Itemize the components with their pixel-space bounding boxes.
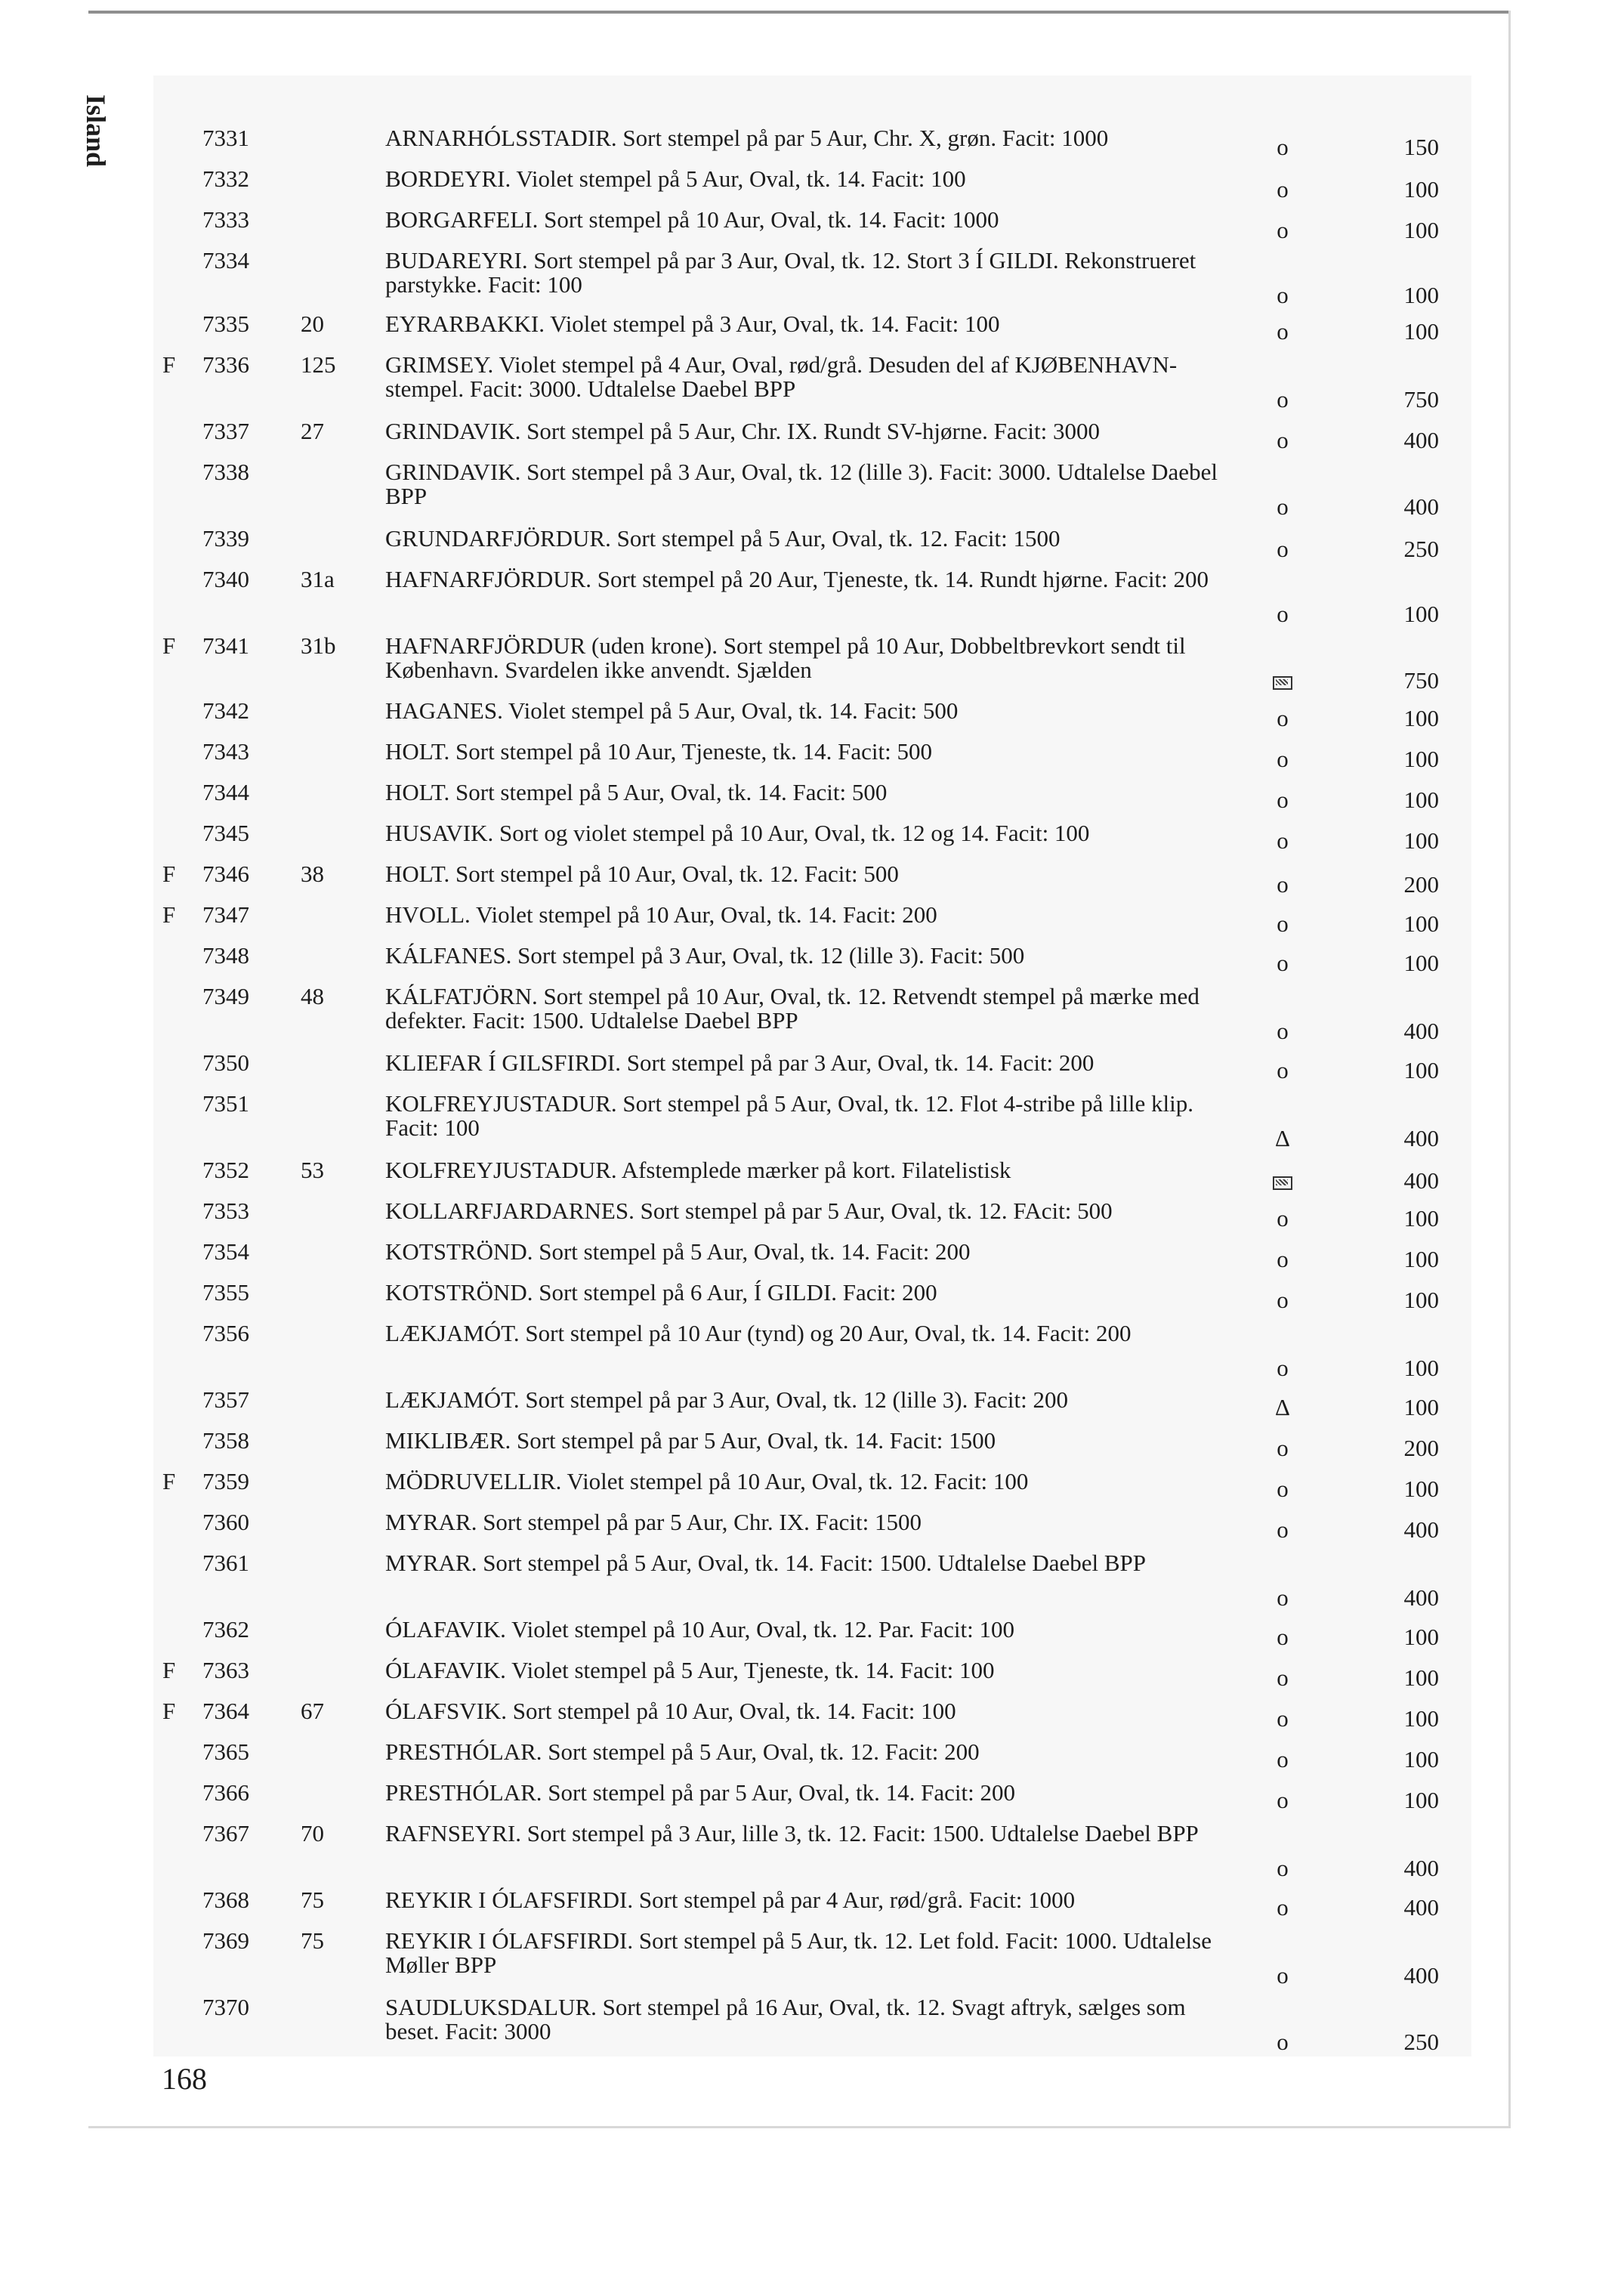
- lot-price: 100: [1403, 1705, 1439, 1732]
- lot-description: HOLT. Sort stempel på 10 Aur, Oval, tk. 12. Facit: 500: [385, 861, 899, 887]
- reference-number: 67: [301, 1698, 324, 1724]
- condition-mark: o: [1277, 601, 1289, 627]
- lot-price: 100: [1403, 1746, 1439, 1772]
- lot-number: 7354: [202, 1238, 249, 1265]
- lot-price: 100: [1403, 1664, 1439, 1691]
- reference-number: 48: [301, 983, 324, 1009]
- foto-mark: F: [162, 1698, 176, 1724]
- lot-price: 400: [1403, 1855, 1439, 1881]
- condition-mark: o: [1277, 1705, 1289, 1732]
- lot-number: 7345: [202, 820, 249, 846]
- condition-mark: o: [1277, 493, 1289, 520]
- lot-price: 150: [1403, 134, 1439, 160]
- foto-mark: F: [162, 1468, 176, 1494]
- lot-price: 750: [1403, 386, 1439, 413]
- condition-mark: o: [1277, 1246, 1289, 1272]
- reference-number: 27: [301, 418, 324, 444]
- lot-description: KOLFREYJUSTADUR. Sort stempel på 5 Aur, Oval, tk. 12. Flot 4-stribe på lille klip. Facit: 100: [385, 1090, 1194, 1141]
- lot-description: HVOLL. Violet stempel på 10 Aur, Oval, tk. 14. Facit: 200: [385, 901, 937, 928]
- condition-mark: o: [1277, 1516, 1289, 1543]
- lot-number: 7365: [202, 1738, 249, 1765]
- lot-number: 7341: [202, 632, 249, 659]
- lot-description: BUDAREYRI. Sort stempel på par 3 Aur, Oval, tk. 12. Stort 3 Í GILDI. Rekonstrueret parstykke. Facit: 100: [385, 247, 1196, 298]
- lot-description: MYRAR. Sort stempel på par 5 Aur, Chr. IX. Facit: 1500: [385, 1509, 922, 1535]
- lot-price: 100: [1403, 318, 1439, 345]
- reference-number: 31b: [301, 632, 336, 659]
- lot-price: 100: [1403, 1476, 1439, 1502]
- condition-mark: o: [1277, 827, 1289, 854]
- lot-description: MÖDRUVELLIR. Violet stempel på 10 Aur, Oval, tk. 12. Facit: 100: [385, 1468, 1029, 1494]
- condition-mark: o: [1277, 1476, 1289, 1502]
- lot-description: BORDEYRI. Violet stempel på 5 Aur, Oval, tk. 14. Facit: 100: [385, 165, 966, 192]
- lot-description: HAGANES. Violet stempel på 5 Aur, Oval, tk. 14. Facit: 500: [385, 697, 959, 724]
- condition-mark: o: [1277, 1855, 1289, 1881]
- lot-number: 7351: [202, 1090, 249, 1117]
- lot-number: 7362: [202, 1616, 249, 1642]
- lot-price: 400: [1403, 1018, 1439, 1044]
- condition-mark: o: [1277, 1787, 1289, 1813]
- lot-price: 250: [1403, 536, 1439, 562]
- lot-number: 7356: [202, 1320, 249, 1346]
- condition-mark: o: [1277, 176, 1289, 202]
- lot-description: REYKIR I ÓLAFSFIRDI. Sort stempel på par 4 Aur, rød/grå. Facit: 1000: [385, 1887, 1076, 1913]
- lot-price: 100: [1403, 1355, 1439, 1381]
- lot-description: GRINDAVIK. Sort stempel på 3 Aur, Oval, tk. 12 (lille 3). Facit: 3000. Udtalelse Daebel BPP: [385, 459, 1218, 509]
- lot-price: 100: [1403, 176, 1439, 202]
- lot-price: 400: [1403, 1962, 1439, 1989]
- lot-description: ÓLAFSVIK. Sort stempel på 10 Aur, Oval, tk. 14. Facit: 100: [385, 1698, 956, 1724]
- condition-mark: o: [1277, 1584, 1289, 1611]
- lot-number: 7339: [202, 525, 249, 552]
- lot-description: HAFNARFJÖRDUR (uden krone). Sort stempel på 10 Aur, Dobbeltbrevkort sendt til København. Svardelen ikke anvendt. Sjælden: [385, 632, 1186, 683]
- lot-description: RAFNSEYRI. Sort stempel på 3 Aur, lille 3, tk. 12. Facit: 1500. Udtalelse Daebel BPP: [385, 1820, 1199, 1846]
- reference-number: 38: [301, 861, 324, 887]
- foto-mark: F: [162, 632, 176, 659]
- condition-mark: o: [1277, 318, 1289, 345]
- lot-number: 7344: [202, 779, 249, 805]
- lot-price: 100: [1403, 1205, 1439, 1231]
- lot-number: 7340: [202, 566, 249, 592]
- lot-description: PRESTHÓLAR. Sort stempel på par 5 Aur, Oval, tk. 14. Facit: 200: [385, 1779, 1015, 1806]
- condition-mark: o: [1277, 1435, 1289, 1461]
- lot-price: 400: [1403, 427, 1439, 453]
- lot-description: ÓLAFAVIK. Violet stempel på 10 Aur, Oval, tk. 12. Par. Facit: 100: [385, 1616, 1014, 1642]
- condition-mark: o: [1277, 1962, 1289, 1989]
- lot-number: 7355: [202, 1279, 249, 1306]
- lot-price: 100: [1403, 950, 1439, 976]
- lot-price: 400: [1403, 1167, 1439, 1194]
- lot-number: 7363: [202, 1657, 249, 1683]
- lot-number: 7369: [202, 1927, 249, 1954]
- foto-mark: F: [162, 351, 176, 378]
- lot-price: 100: [1403, 1394, 1439, 1420]
- lot-price: 400: [1403, 1584, 1439, 1611]
- cover-icon: [1260, 1169, 1305, 1193]
- lot-price: 100: [1403, 1787, 1439, 1813]
- lot-description: EYRARBAKKI. Violet stempel på 3 Aur, Oval, tk. 14. Facit: 100: [385, 311, 1000, 337]
- condition-mark: o: [1277, 1894, 1289, 1921]
- lot-description: BORGARFELI. Sort stempel på 10 Aur, Oval, tk. 14. Facit: 1000: [385, 206, 999, 233]
- lot-number: 7368: [202, 1887, 249, 1913]
- lot-number: 7343: [202, 738, 249, 765]
- lot-number: 7342: [202, 697, 249, 724]
- lot-description: HOLT. Sort stempel på 5 Aur, Oval, tk. 14. Facit: 500: [385, 779, 888, 805]
- lot-number: 7333: [202, 206, 249, 233]
- lot-description: KOLLARFJARDARNES. Sort stempel på par 5 Aur, Oval, tk. 12. FAcit: 500: [385, 1197, 1113, 1224]
- lot-number: 7349: [202, 983, 249, 1009]
- lot-description: KOTSTRÖND. Sort stempel på 5 Aur, Oval, tk. 14. Facit: 200: [385, 1238, 971, 1265]
- lot-description: KOLFREYJUSTADUR. Afstemplede mærker på kort. Filatelistisk: [385, 1157, 1011, 1183]
- lot-description: LÆKJAMÓT. Sort stempel på par 3 Aur, Oval, tk. 12 (lille 3). Facit: 200: [385, 1386, 1068, 1413]
- lot-price: 100: [1403, 1246, 1439, 1272]
- lot-number: 7350: [202, 1049, 249, 1076]
- lot-number: 7361: [202, 1550, 249, 1576]
- lot-price: 100: [1403, 217, 1439, 243]
- lot-price: 200: [1403, 871, 1439, 898]
- lot-description: MIKLIBÆR. Sort stempel på par 5 Aur, Oval, tk. 14. Facit: 1500: [385, 1427, 996, 1454]
- foto-mark: F: [162, 901, 176, 928]
- reference-number: 31a: [301, 566, 335, 592]
- lot-number: 7367: [202, 1820, 249, 1846]
- condition-mark: Δ: [1275, 1394, 1290, 1420]
- lot-description: HAFNARFJÖRDUR. Sort stempel på 20 Aur, Tjeneste, tk. 14. Rundt hjørne. Facit: 200: [385, 566, 1209, 592]
- lot-description: HOLT. Sort stempel på 10 Aur, Tjeneste, tk. 14. Facit: 500: [385, 738, 933, 765]
- lot-description: ARNARHÓLSSTADIR. Sort stempel på par 5 Aur, Chr. X, grøn. Facit: 1000: [385, 125, 1109, 151]
- lot-description: KÁLFATJÖRN. Sort stempel på 10 Aur, Oval, tk. 12. Retvendt stempel på mærke med defekter. Facit: 1500. Udtalelse Daebel BPP: [385, 983, 1199, 1034]
- condition-mark: o: [1277, 1018, 1289, 1044]
- reference-number: 75: [301, 1927, 324, 1954]
- page-number: 168: [162, 2062, 207, 2096]
- cover-icon: [1260, 669, 1305, 693]
- reference-number: 75: [301, 1887, 324, 1913]
- lot-description: LÆKJAMÓT. Sort stempel på 10 Aur (tynd) og 20 Aur, Oval, tk. 14. Facit: 200: [385, 1320, 1132, 1346]
- lot-number: 7357: [202, 1386, 249, 1413]
- lot-description: KOTSTRÖND. Sort stempel på 6 Aur, Í GILDI. Facit: 200: [385, 1279, 937, 1306]
- condition-mark: o: [1277, 871, 1289, 898]
- condition-mark: o: [1277, 1205, 1289, 1231]
- lot-price: 100: [1403, 1287, 1439, 1313]
- lot-price: 100: [1403, 746, 1439, 772]
- lot-description: KLIEFAR Í GILSFIRDI. Sort stempel på par 3 Aur, Oval, tk. 14. Facit: 200: [385, 1049, 1095, 1076]
- lot-price: 750: [1403, 667, 1439, 694]
- lot-number: 7360: [202, 1509, 249, 1535]
- lot-description: MYRAR. Sort stempel på 5 Aur, Oval, tk. 14. Facit: 1500. Udtalelse Daebel BPP: [385, 1550, 1147, 1576]
- page-top-edge: [88, 11, 1508, 14]
- lot-number: 7332: [202, 165, 249, 192]
- condition-mark: o: [1277, 217, 1289, 243]
- condition-mark: o: [1277, 1057, 1289, 1083]
- condition-mark: o: [1277, 282, 1289, 308]
- lot-price: 100: [1403, 786, 1439, 813]
- lot-number: 7338: [202, 459, 249, 485]
- condition-mark: o: [1277, 910, 1289, 937]
- condition-mark: o: [1277, 705, 1289, 731]
- lot-number: 7334: [202, 247, 249, 273]
- condition-mark: o: [1277, 386, 1289, 413]
- envelope-icon: [1273, 1176, 1292, 1190]
- lot-price: 100: [1403, 827, 1439, 854]
- lot-number: 7352: [202, 1157, 249, 1183]
- condition-mark: o: [1277, 134, 1289, 160]
- lot-number: 7366: [202, 1779, 249, 1806]
- lot-description: GRIMSEY. Violet stempel på 4 Aur, Oval, rød/grå. Desuden del af KJØBENHAVN-stempel. Facit: 3000. Udtalelse Daebel BPP: [385, 351, 1178, 402]
- lot-price: 400: [1403, 1894, 1439, 1921]
- reference-number: 53: [301, 1157, 324, 1183]
- condition-mark: o: [1277, 1624, 1289, 1650]
- lot-number: 7336: [202, 351, 249, 378]
- condition-mark: o: [1277, 1355, 1289, 1381]
- reference-number: 20: [301, 311, 324, 337]
- lot-description: GRINDAVIK. Sort stempel på 5 Aur, Chr. IX. Rundt SV-hjørne. Facit: 3000: [385, 418, 1100, 444]
- lot-price: 400: [1403, 493, 1439, 520]
- lot-number: 7347: [202, 901, 249, 928]
- lot-description: KÁLFANES. Sort stempel på 3 Aur, Oval, tk. 12 (lille 3). Facit: 500: [385, 942, 1025, 969]
- lot-number: 7348: [202, 942, 249, 969]
- foto-mark: F: [162, 861, 176, 887]
- condition-mark: o: [1277, 746, 1289, 772]
- lot-description: PRESTHÓLAR. Sort stempel på 5 Aur, Oval, tk. 12. Facit: 200: [385, 1738, 980, 1765]
- condition-mark: o: [1277, 2029, 1289, 2055]
- reference-number: 125: [301, 351, 336, 378]
- envelope-icon: [1273, 676, 1292, 690]
- lot-description: ÓLAFAVIK. Violet stempel på 5 Aur, Tjeneste, tk. 14. Facit: 100: [385, 1657, 995, 1683]
- condition-mark: o: [1277, 1746, 1289, 1772]
- lot-number: 7353: [202, 1197, 249, 1224]
- lot-number: 7335: [202, 311, 249, 337]
- lot-price: 100: [1403, 910, 1439, 937]
- condition-mark: o: [1277, 950, 1289, 976]
- condition-mark: o: [1277, 427, 1289, 453]
- section-title: Island: [81, 94, 111, 168]
- lot-number: 7358: [202, 1427, 249, 1454]
- condition-mark: o: [1277, 1664, 1289, 1691]
- lot-number: 7370: [202, 1994, 249, 2020]
- lot-price: 200: [1403, 1435, 1439, 1461]
- lot-number: 7364: [202, 1698, 249, 1724]
- lot-description: HUSAVIK. Sort og violet stempel på 10 Aur, Oval, tk. 12 og 14. Facit: 100: [385, 820, 1090, 846]
- lot-number: 7359: [202, 1468, 249, 1494]
- foto-mark: F: [162, 1657, 176, 1683]
- lot-price: 400: [1403, 1516, 1439, 1543]
- condition-mark: o: [1277, 1287, 1289, 1313]
- lot-description: SAUDLUKSDALUR. Sort stempel på 16 Aur, Oval, tk. 12. Svagt aftryk, sælges som beset. Facit: 3000: [385, 1994, 1186, 2044]
- condition-mark: Δ: [1275, 1125, 1290, 1151]
- lot-price: 100: [1403, 705, 1439, 731]
- condition-mark: o: [1277, 786, 1289, 813]
- condition-mark: o: [1277, 536, 1289, 562]
- lot-number: 7331: [202, 125, 249, 151]
- reference-number: 70: [301, 1820, 324, 1846]
- lot-price: 100: [1403, 1057, 1439, 1083]
- lot-description: REYKIR I ÓLAFSFIRDI. Sort stempel på 5 Aur, tk. 12. Let fold. Facit: 1000. Udtalelse Møller BPP: [385, 1927, 1212, 1978]
- lot-price: 100: [1403, 601, 1439, 627]
- lot-number: 7337: [202, 418, 249, 444]
- lot-price: 100: [1403, 1624, 1439, 1650]
- lot-price: 100: [1403, 282, 1439, 308]
- lot-price: 250: [1403, 2029, 1439, 2055]
- lot-number: 7346: [202, 861, 249, 887]
- lot-price: 400: [1403, 1125, 1439, 1151]
- lot-description: GRUNDARFJÖRDUR. Sort stempel på 5 Aur, Oval, tk. 12. Facit: 1500: [385, 525, 1061, 552]
